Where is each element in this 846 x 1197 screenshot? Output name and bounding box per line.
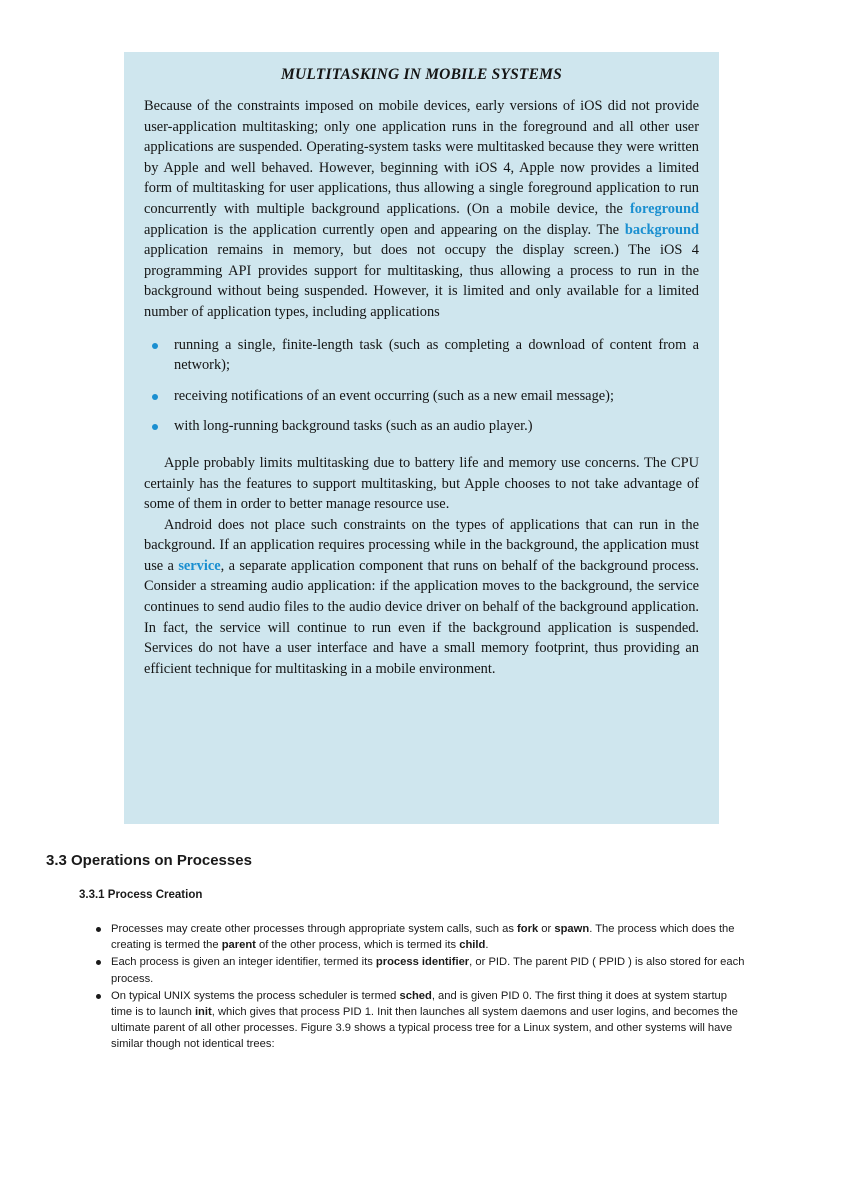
term-fork: fork [517,923,539,935]
bullet-dot-icon [152,394,158,400]
bullet-dot-icon [96,994,101,999]
p1-text-a: Because of the constraints imposed on mobile devices, early versions of iOS did not provide user-application multitasking; only one application runs in the foreground and all other user applications are suspended. Operating-system tasks were multitasked because they were written by Apple and well behaved. However, beginning with iOS 4, Apple now provides a limited form of multitasking for user applications, thus allowing a single foreground application to run concurrently with multiple background applications. (On a mobile device, the [144,98,699,217]
sidebar-paragraph-1 [144,96,699,323]
item-text: , or PID. The parent PID ( PPID ) is also stored for each process. [111,956,745,985]
section-heading: 3.3 Operations on Processes [46,852,252,869]
sidebar-bullet-item [174,335,699,376]
list-item [111,988,751,1053]
bullet-text: with long-running background tasks (such as an audio player.) [174,418,533,435]
list-item [111,954,751,986]
item-text: , which gives that process PID 1. Init then launches all system daemons and user logins, and becomes the ultimate parent of all other processes. Figure 3.9 shows a typical process tree for a Linux system, and other systems will have similar though not identical trees: [111,1006,738,1051]
bullet-dot-icon [152,343,158,349]
term-service: service [178,557,221,574]
term-child: child [459,939,486,952]
sidebar-paragraph-3 [144,515,699,680]
item-text: . [485,939,489,952]
item-text: Processes may create other processes through appropriate system calls, such as [111,923,518,935]
term-process-identifier: process identifier [375,956,470,969]
p1-text-c: application remains in memory, but does not occupy the display screen.) The iOS 4 programming API provides support for multitasking, thus allowing a process to run in the background without being suspended. However, it is limited and only available for a limited number of application types, including applications [144,242,699,320]
item-text: or [538,923,555,935]
sidebar-bullet-item [174,386,699,407]
process-creation-list [111,921,751,1054]
term-parent: parent [221,939,256,952]
sidebar-title: MULTITASKING IN MOBILE SYSTEMS [281,66,562,83]
subsection-heading: 3.3.1 Process Creation [79,889,203,901]
item-text: On typical UNIX systems the process scheduler is termed [111,989,400,1002]
p1-text-b: application is the application currently open and appearing on the display. The [144,221,625,238]
list-item [111,921,751,953]
bullet-text: running a single, finite-length task (such as completing a download of content from a network); [174,336,699,374]
bullet-dot-icon [96,960,101,965]
sidebar-bullet-list [144,335,699,437]
p3-text-a: Android does not place such constraints on the types of applications that can run in the background. If an application requires processing while in the background, the application must use a [144,516,699,574]
p3-text-b: , a separate application component that runs on behalf of the background process. Consider a streaming audio application: if the application moves to the background, the service continues to send audio files to the audio device driver on behalf of the background application. In fact, the service will continue to run even if the background application is suspended. Services do not have a user interface and have a small memory footprint, thus providing an efficient technique for multitasking in a mobile environment. [144,557,700,677]
multitasking-sidebar-box [124,52,719,824]
term-sched: sched [399,989,432,1002]
term-background: background [624,221,699,238]
term-spawn: spawn [554,923,590,935]
sidebar-paragraph-2: Apple probably limits multitasking due to battery life and memory use concerns. The CPU certainly has the features to support multitasking, but Apple chooses to not take advantage of some of them in order to better manage resource use. [144,454,699,513]
term-init: init [194,1006,212,1019]
bullet-dot-icon [152,424,158,430]
sidebar-bullet-item [174,416,699,437]
item-text: of the other process, which is termed its [255,939,460,952]
item-text: , and is given PID 0. The first thing it does at system startup time is to launch [111,989,728,1019]
term-foreground: foreground [629,200,699,217]
bullet-text: receiving notifications of an event occurring (such as a new email message); [174,387,614,404]
item-text: . The process which does the creating is termed the [111,923,735,952]
bullet-dot-icon [96,927,101,932]
item-text: Each process is given an integer identifier, termed its [111,956,376,969]
